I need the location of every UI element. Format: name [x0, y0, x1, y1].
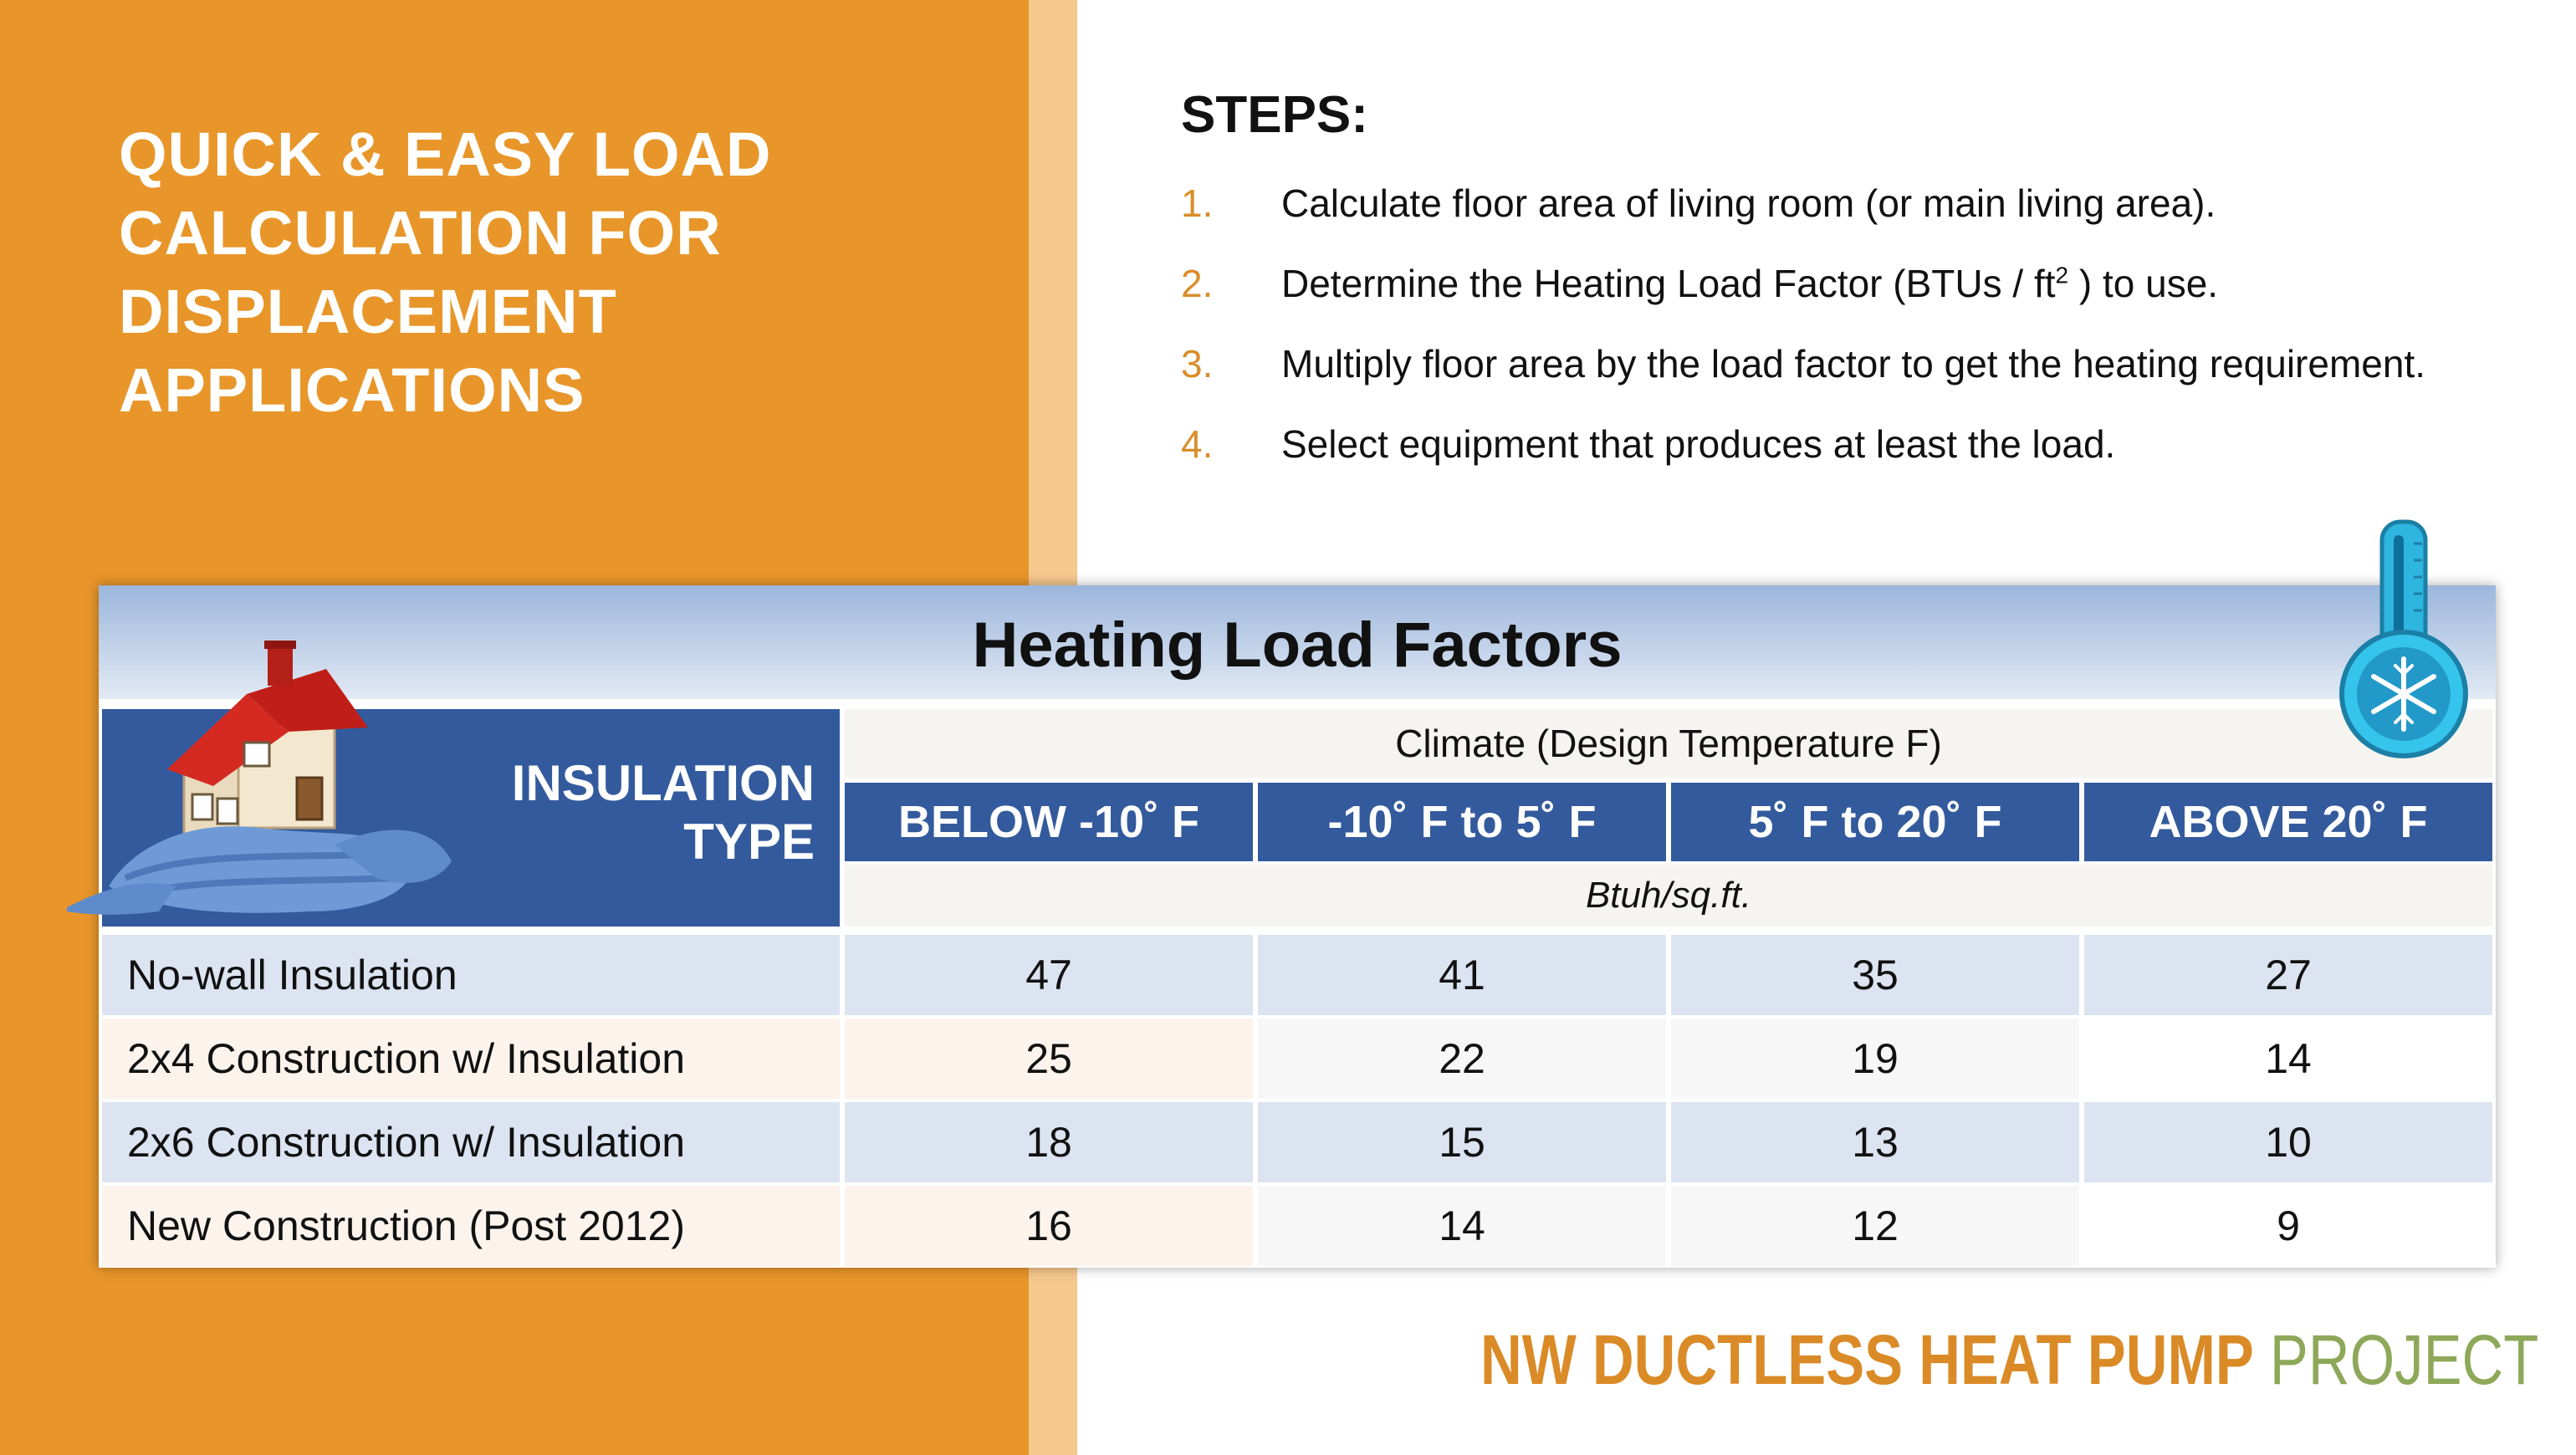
- table-cell: 9: [2084, 1186, 2492, 1266]
- column-header: BELOW -10˚ F: [845, 783, 1253, 861]
- step-text-part: Determine the Heating Load Factor (BTUs / ft: [1281, 262, 2056, 305]
- table-cell: 18: [845, 1102, 1253, 1182]
- step-item: [1181, 261, 2425, 341]
- superscript: 2: [2055, 262, 2069, 288]
- table-cell: 25: [845, 1018, 1253, 1099]
- table-cell: 13: [1671, 1102, 2079, 1182]
- title-line: CALCULATION FOR: [119, 198, 722, 268]
- table-row: [99, 1102, 2496, 1182]
- brand-name: NW DUCTLESS HEAT PUMP: [1480, 1320, 2254, 1399]
- insulation-label-line: TYPE: [683, 814, 815, 870]
- page-title: [119, 115, 871, 430]
- step-number: 3.: [1181, 342, 1214, 385]
- step-number: 1.: [1181, 181, 1214, 225]
- step-number: 2.: [1181, 262, 1214, 305]
- table-cell: 41: [1258, 935, 1666, 1015]
- row-label: 2x4 Construction w/ Insulation: [102, 1018, 840, 1099]
- table-cell: 10: [2084, 1102, 2492, 1182]
- title-line: APPLICATIONS: [119, 355, 585, 425]
- column-header: -10˚ F to 5˚ F: [1258, 783, 1666, 861]
- row-label: No-wall Insulation: [102, 935, 840, 1015]
- steps-heading: STEPS:: [1181, 86, 1368, 144]
- table-cell: 15: [1258, 1102, 1666, 1182]
- row-label: 2x6 Construction w/ Insulation: [102, 1102, 840, 1182]
- table-row: [99, 1186, 2496, 1266]
- step-item: [1181, 341, 2425, 421]
- brand-logo: [1480, 1320, 2538, 1401]
- insulation-type-label: [512, 754, 815, 871]
- title-line: QUICK & EASY LOAD: [119, 120, 772, 189]
- column-header: 5˚ F to 20˚ F: [1671, 783, 2079, 861]
- table-cell: 22: [1258, 1018, 1666, 1099]
- table-row: [99, 935, 2496, 1015]
- table-cell: 12: [1671, 1186, 2079, 1266]
- title-line: DISPLACEMENT: [119, 277, 617, 346]
- column-header: ABOVE 20˚ F: [2084, 783, 2492, 861]
- table-cell: 27: [2084, 935, 2492, 1015]
- table-cell: 35: [1671, 935, 2079, 1015]
- step-text: Calculate floor area of living room (or main living area).: [1281, 181, 2216, 225]
- table-title: Heating Load Factors: [972, 610, 1623, 681]
- climate-header: Climate (Design Temperature F): [845, 709, 2492, 778]
- table-cell: 19: [1671, 1018, 2079, 1099]
- table-cell: 47: [845, 935, 1253, 1015]
- thermometer-snowflake-icon: [2333, 518, 2476, 769]
- step-text: Select equipment that produces at least the load.: [1281, 422, 2116, 466]
- table-cell: 16: [845, 1186, 1253, 1266]
- steps-list: [1181, 181, 2425, 502]
- table-cell: 14: [2084, 1018, 2492, 1099]
- step-text: Multiply floor area by the load factor to get the heating requirement.: [1281, 342, 2426, 385]
- step-text: [1281, 261, 2218, 306]
- step-number: 4.: [1181, 422, 1214, 466]
- brand-suffix: PROJECT: [2253, 1320, 2539, 1399]
- insulation-label-line: INSULATION: [511, 755, 815, 811]
- step-item: [1181, 181, 2425, 261]
- units-label: Btuh/sq.ft.: [845, 865, 2492, 927]
- step-item: [1181, 421, 2425, 502]
- house-scarf-icon: [59, 636, 493, 920]
- table-cell: 14: [1258, 1186, 1666, 1266]
- table-row: [99, 1018, 2496, 1099]
- row-label: New Construction (Post 2012): [102, 1186, 840, 1266]
- step-text-part: ) to use.: [2068, 262, 2219, 305]
